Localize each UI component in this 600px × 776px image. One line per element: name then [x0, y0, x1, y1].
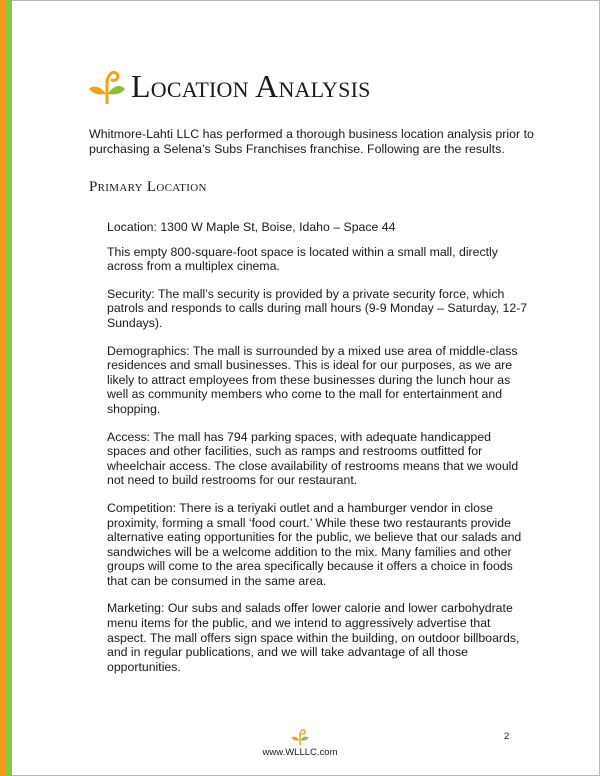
competition-paragraph: Competition: There is a teriyaki outlet and a hamburger vendor in close proximity, forming a small ‘food court.’ While these two restaurants provide alternative eating opportunities for the public, we believe that our salads and sandwiches will be a welcome addition to the mix. Many families and other groups will come to the area specifically because it offers a choice in foods that can be consumed in the same area. — [107, 500, 522, 588]
page-number: 2 — [504, 731, 510, 742]
demographics-paragraph: Demographics: The mall is surrounded by a mixed use area of middle-class residences and small businesses. This is ideal for our purposes, as we are likely to attract employees from these businesses during the lunch hour as well as community members who come to the mall for entertainment and shopping. — [107, 343, 518, 416]
access-paragraph: Access: The mall has 794 parking spaces, with adequate handicapped spaces and other facilities, such as ramps and restrooms outfitted for wheelchair access. The close availability of restrooms means that we would not need to build restrooms for our restaurant. — [107, 429, 519, 488]
location-address: Location: 1300 W Maple St, Boise, Idaho – Space 44 — [107, 220, 396, 234]
page-title: Location Analysis — [131, 68, 371, 104]
footer-sprout-logo-icon — [289, 726, 311, 745]
section-heading-primary-location: Primary Location — [89, 179, 207, 195]
marketing-paragraph: Marketing: Our subs and salads offer lower calorie and lower carbohydrate menu items for the public, and we intend to aggressively advertise that aspect. The mall offers sign space within the building, on outdoor billboards, and in regular publications, and we will take advantage of all those opportunities. — [107, 601, 520, 674]
location-details — [107, 220, 532, 687]
intro-paragraph: Whitmore-Lahti LLC has performed a thorough business location analysis prior to purchasing a Selena’s Subs Franchises franchise. Following are the results. — [89, 127, 534, 156]
space-description-paragraph: This empty 800-square-foot space is located within a small mall, directly across from a multiplex cinema. — [107, 244, 498, 274]
left-green-stripe — [5, 0, 12, 776]
sprout-logo-icon — [89, 64, 125, 104]
security-paragraph: Security: The mall’s security is provided by a private security force, which patrols and responds to calls during mall hours (9-9 Monday – Saturday, 12-7 Sundays). — [107, 286, 528, 330]
footer-url: www.WLLLC.com — [262, 747, 338, 758]
